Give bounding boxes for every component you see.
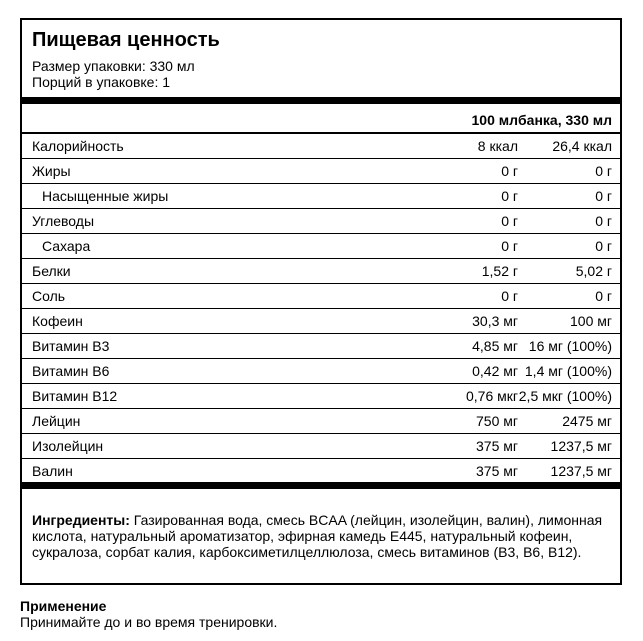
nutrient-name: Сахара [42,238,91,254]
nutrient-name: Витамин B6 [32,363,110,379]
nutrient-name: Кофеин [32,313,83,329]
nutrient-name: Насыщенные жиры [42,188,169,204]
ingredients-block [32,512,612,560]
table-row [22,134,620,159]
table-row [22,359,620,384]
value-per-100ml: 0 г [501,288,518,304]
nutrient-name: Углеводы [32,213,95,229]
value-per-can: 1237,5 мг [550,463,612,479]
table-row [22,384,620,409]
table-row [22,334,620,359]
value-per-100ml: 375 мг [476,438,518,454]
usage-text: Принимайте до и во время тренировки. [20,614,278,630]
value-per-100ml: 375 мг [476,463,518,479]
nutrient-name: Валин [32,463,73,479]
value-per-can: 0 г [595,238,612,254]
servings-per-package: Порций в упаковке: 1 [32,74,171,90]
table-row [22,459,620,484]
value-per-100ml: 8 ккал [477,138,518,154]
nutrient-name: Витамин B3 [32,338,110,354]
table-row [22,209,620,234]
nutrient-name: Белки [32,263,71,279]
value-per-100ml: 0,76 мкг [466,388,518,404]
value-per-100ml: 0 г [501,213,518,229]
nutrient-name: Калорийность [32,138,124,154]
table-row [22,434,620,459]
value-per-can: 1,4 мг (100%) [524,363,612,379]
value-per-100ml: 4,85 мг [472,338,518,354]
column-header-100ml: 100 мл [471,112,518,128]
usage-title: Применение [20,598,107,614]
value-per-can: 0 г [595,288,612,304]
package-size: Размер упаковки: 330 мл [32,58,195,74]
value-per-can: 2475 мг [562,413,612,429]
ingredients-text: Газированная вода, смесь BCAA (лейцин, изолейцин, валин), лимонная кислота, натуральный ароматизатор, эфирная камедь E445, натуральный кофеин, сукралоза, сорбат калия, карбоксиметилцеллюлоза, смесь витаминов (B3, B6, B12). [32,512,603,560]
nutrient-name: Лейцин [32,413,81,429]
value-per-100ml: 750 мг [476,413,518,429]
panel-title: Пищевая ценность [32,29,220,51]
value-per-100ml: 0,42 мг [472,363,518,379]
thick-divider-bottom [22,482,620,489]
nutrient-name: Соль [32,288,66,304]
value-per-can: 1237,5 мг [550,438,612,454]
value-per-can: 0 г [595,163,612,179]
value-per-can: 16 мг (100%) [528,338,612,354]
nutrition-facts-panel [20,18,622,585]
table-row [22,409,620,434]
nutrient-name: Витамин B12 [32,388,118,404]
value-per-100ml: 0 г [501,238,518,254]
table-row [22,234,620,259]
value-per-can: 100 мг [570,313,612,329]
table-row [22,259,620,284]
value-per-can: 5,02 г [575,263,612,279]
table-row [22,284,620,309]
value-per-100ml: 30,3 мг [472,313,518,329]
table-row [22,184,620,209]
value-per-100ml: 1,52 г [481,263,518,279]
thick-divider [22,97,620,104]
table-row [22,309,620,334]
column-header-can: банка, 330 мл [518,112,612,128]
value-per-can: 26,4 ккал [552,138,612,154]
value-per-can: 0 г [595,213,612,229]
value-per-can: 2,5 мкг (100%) [518,388,612,404]
value-per-can: 0 г [595,188,612,204]
value-per-100ml: 0 г [501,163,518,179]
column-header-row [22,108,620,132]
nutrient-name: Жиры [32,163,71,179]
ingredients-label: Ингредиенты: [32,512,130,528]
nutrient-name: Изолейцин [32,438,104,454]
table-row [22,159,620,184]
value-per-100ml: 0 г [501,188,518,204]
